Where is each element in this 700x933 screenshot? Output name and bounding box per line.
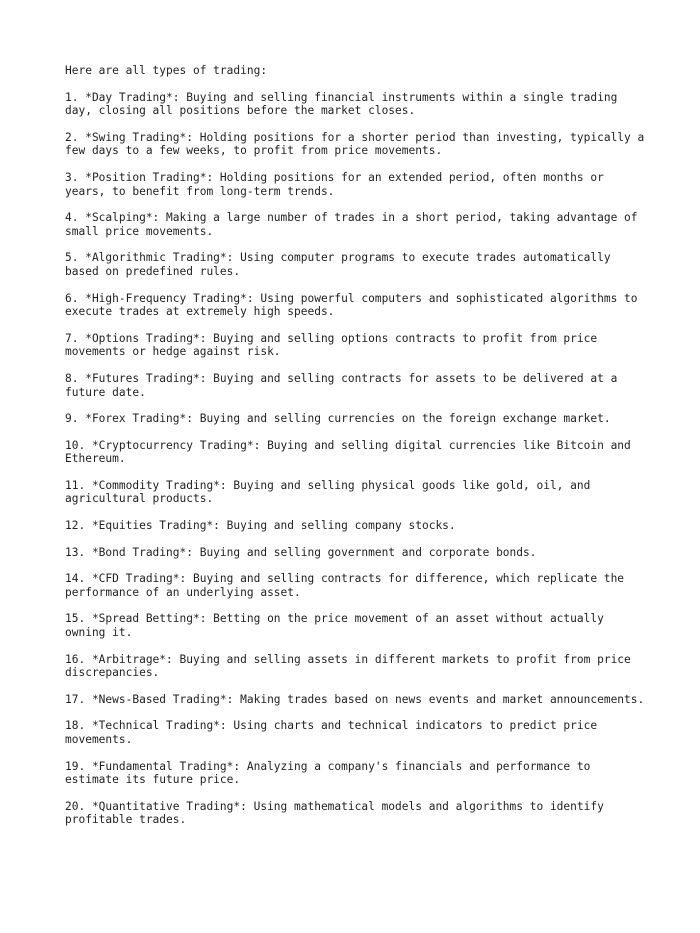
list-item-10: 10. *Cryptocurrency Trading*: Buying and selling digital currencies like Bitcoin and Ethereum. <box>65 438 638 466</box>
list-item-9: 9. *Forex Trading*: Buying and selling currencies on the foreign exchange market. <box>65 412 611 426</box>
list-item-3: 3. *Position Trading*: Holding positions for an extended period, often months or years, to benefit from long-term trends. <box>65 170 611 198</box>
list-item-1: 1. *Day Trading*: Buying and selling financial instruments within a single trading day, closing all positions before the market closes. <box>65 90 625 118</box>
list-item-19: 19. *Fundamental Trading*: Analyzing a company's financials and performance to estimate its future price. <box>65 759 598 787</box>
list-item-8: 8. *Futures Trading*: Buying and selling contracts for assets to be delivered at a future date. <box>65 371 625 399</box>
list-item-4: 4. *Scalping*: Making a large number of trades in a short period, taking advantage of small price movements. <box>65 211 645 238</box>
list-item-2: 2. *Swing Trading*: Holding positions for a shorter period than investing, typically a few days to a few weeks, to profit from price movements. <box>65 130 651 158</box>
list-item-16: 16. *Arbitrage*: Buying and selling assets in different markets to profit from price discrepancies. <box>65 652 638 680</box>
list-item-5: 5. *Algorithmic Trading*: Using computer programs to execute trades automatically based on predefined rules. <box>65 251 618 278</box>
list-item-12: 12. *Equities Trading*: Buying and selling company stocks. <box>65 519 456 533</box>
list-item-18: 18. *Technical Trading*: Using charts and technical indicators to predict price movements. <box>65 719 604 746</box>
list-item-14: 14. *CFD Trading*: Buying and selling contracts for difference, which replicate the performance of an underlying asset. <box>65 572 631 599</box>
list-item-15: 15. *Spread Betting*: Betting on the price movement of an asset without actually owning it. <box>65 612 611 640</box>
list-item-13: 13. *Bond Trading*: Buying and selling government and corporate bonds. <box>65 545 537 559</box>
list-item-11: 11. *Commodity Trading*: Buying and selling physical goods like gold, oil, and agricultural products. <box>65 478 598 506</box>
list-item-17: 17. *News-Based Trading*: Making trades based on news events and market announcements. <box>65 692 645 706</box>
list-item-20: 20. *Quantitative Trading*: Using mathematical models and algorithms to identify profitable trades. <box>65 799 611 827</box>
intro-text: Here are all types of trading: <box>65 64 268 77</box>
document-body <box>65 64 650 840</box>
list-item-6: 6. *High-Frequency Trading*: Using powerful computers and sophisticated algorithms to execute trades at extremely high speeds. <box>65 291 645 319</box>
list-item-7: 7. *Options Trading*: Buying and selling options contracts to profit from price movements or hedge against risk. <box>65 331 604 359</box>
